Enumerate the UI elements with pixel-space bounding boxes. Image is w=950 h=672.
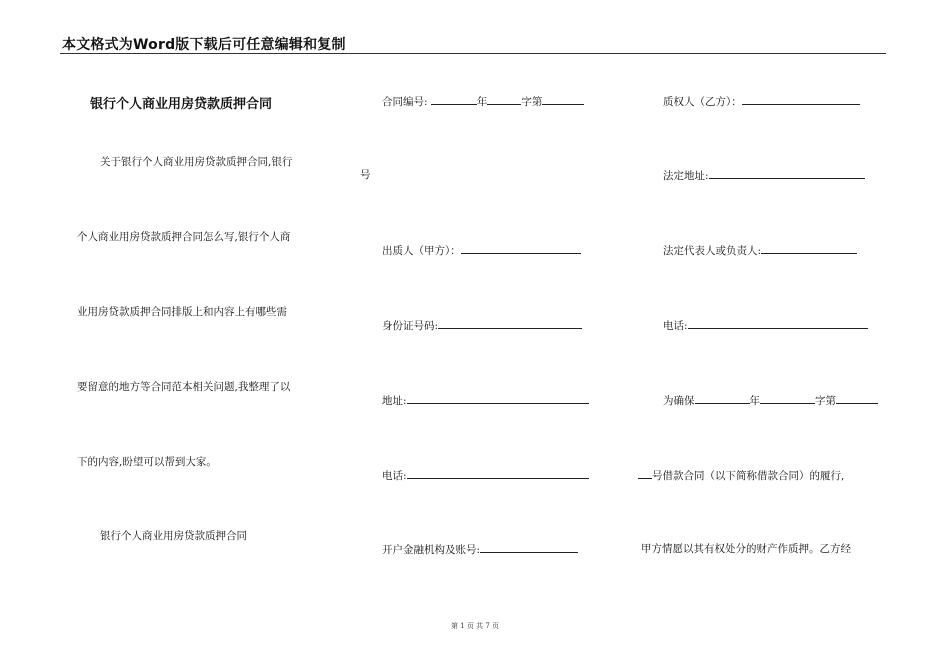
ensure-blank-3 [836, 393, 878, 404]
contract-number-year: 年 [476, 96, 488, 108]
pledgee-blank [742, 94, 860, 105]
legal-address-line [663, 168, 865, 183]
legal-address-label: 法定地址: [663, 170, 709, 182]
header-divider [60, 53, 886, 54]
page-number: 第 1 页 共 7 页 [450, 622, 500, 630]
legal-address-blank [709, 168, 865, 179]
pledgor-phone-blank [407, 468, 589, 479]
pledge-line: 甲方情愿以其有权处分的财产作质押。乙方经 [641, 543, 851, 555]
contract-number-blank-1 [431, 94, 477, 105]
intro-line-5: 下的内容,盼望可以帮到大家。 [77, 456, 217, 468]
pledgor-blank [461, 243, 581, 254]
ensure-blank-1 [695, 393, 750, 404]
pledgee-line [663, 94, 860, 109]
ensure-year: 年 [749, 395, 760, 407]
loan-contract-line [638, 468, 844, 483]
document-title: 银行个人商业用房贷款质押合同 [90, 97, 273, 112]
intro-line-4: 要留意的地方等合同范本相关问题,我整理了以 [77, 381, 291, 393]
loan-contract-blank [638, 468, 652, 479]
bank-account-blank [480, 542, 578, 553]
legal-rep-label: 法定代表人或负责人: [663, 245, 762, 257]
loan-contract-text: 号借款合同（以下简称借款合同）的履行, [652, 470, 845, 482]
pledgor-phone-line [382, 468, 589, 483]
pledgor-phone-label: 电话: [382, 470, 407, 482]
contract-number-blank-3 [542, 94, 584, 105]
id-number-blank [438, 318, 582, 329]
intro-line-1: 关于银行个人商业用房贷款质押合同,银行 [100, 156, 293, 168]
contract-number-blank-2 [487, 94, 521, 105]
contract-number-zidi: 字第 [521, 96, 543, 108]
id-number-line [382, 318, 582, 333]
ensure-label: 为确保 [663, 395, 695, 407]
legal-rep-blank [761, 243, 857, 254]
ensure-blank-2 [760, 393, 815, 404]
pledgee-label: 质权人（乙方）： [663, 96, 742, 108]
intro-line-2: 个人商业用房贷款质押合同怎么写,银行个人商 [77, 231, 291, 243]
pledgee-phone-blank [688, 318, 868, 329]
document-header: 本文格式为Word版下载后可任意编辑和复制 [62, 37, 346, 53]
bank-account-label: 开户金融机构及账号: [382, 544, 481, 556]
pledgor-address-blank [407, 393, 589, 404]
intro-line-3: 业用房贷款质押合同排版上和内容上有哪些需 [77, 306, 287, 318]
contract-subtitle: 银行个人商业用房贷款质押合同 [100, 530, 247, 542]
ensure-zidi: 字第 [815, 395, 836, 407]
legal-rep-line [663, 243, 857, 258]
pledgor-label: 出质人（甲方）： [382, 245, 461, 257]
bank-account-line [382, 542, 578, 557]
contract-number-label: 合同编号: [382, 96, 428, 108]
pledgor-address-line [382, 393, 589, 408]
pledgor-line [382, 243, 581, 258]
pledgee-phone-label: 电话: [663, 320, 688, 332]
ensure-line [663, 393, 878, 408]
id-number-label: 身份证号码: [382, 320, 439, 332]
pledgor-address-label: 地址: [382, 395, 407, 407]
pledgee-phone-line [663, 318, 868, 333]
contract-number-line [382, 94, 584, 109]
contract-number-hao: 号 [360, 169, 371, 181]
